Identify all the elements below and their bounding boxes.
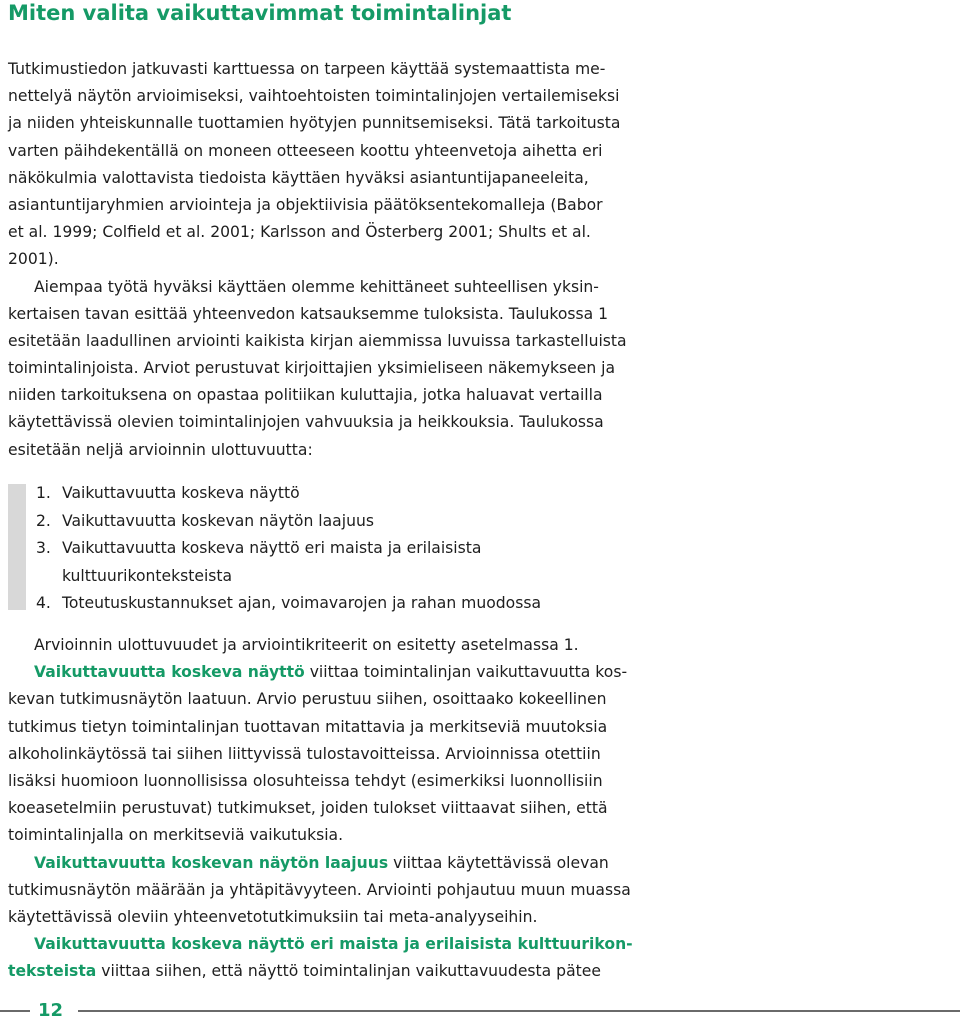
text-line: ja niiden yhteiskunnalle tuottamien hyötyjen punnitsemiseksi. Tätä tarkoitusta	[8, 114, 621, 133]
text-line: asiantuntijaryhmien arviointeja ja objektiivisia päätöksentekomalleja (Babor	[8, 195, 603, 214]
page-heading: Miten valita vaikuttavimmat toimintalinjat	[8, 1, 512, 25]
list-item	[36, 535, 541, 563]
text-line	[8, 659, 638, 686]
text-line: käytettävissä olevien toimintalinjojen vahvuuksia ja heikkouksia. Taulukossa	[8, 413, 604, 432]
text-line: esitetään laadullinen arviointi kaikista kirjan aiemmissa luvuissa tarkastelluista	[8, 331, 627, 350]
text-line	[8, 850, 638, 877]
footer-rule	[0, 1010, 30, 1012]
text-line: nettelyä näytön arvioimiseksi, vaihtoehtoisten toimintalinjojen vertailemiseksi	[8, 87, 620, 106]
text-line: tutkimusnäytön määrään ja yhtäpitävyyteen. Arviointi pohjautuu muun muassa	[8, 880, 631, 899]
text-line: varten päihdekentällä on moneen otteeseen koottu yhteenvetoja aihetta eri	[8, 141, 603, 160]
text-line: käytettävissä oleviin yhteenvetotutkimuksiin tai meta-analyyseihin.	[8, 907, 538, 926]
highlight-term: Vaikuttavuutta koskevan näytön laajuus	[34, 853, 389, 872]
dimensions-list	[36, 480, 541, 618]
page-number: 12	[38, 1000, 64, 1021]
list-item-text: Vaikuttavuutta koskeva näyttö	[62, 484, 300, 502]
text-line: näkökulmia valottavista tiedoista käyttäen hyväksi asiantuntijapaneeleita,	[8, 168, 589, 187]
list-accent-bar	[8, 484, 26, 610]
list-item-text: Vaikuttavuutta koskevan näytön laajuus	[62, 511, 374, 530]
highlight-term: teksteista	[8, 962, 97, 981]
list-item-text: Vaikuttavuutta koskeva näyttö eri maista ja erilaisista	[62, 539, 482, 558]
list-item-text: kulttuurikonteksteista	[62, 566, 233, 585]
text-line: niiden tarkoituksena on opastaa politiikan kuluttajia, jotka haluavat vertailla	[8, 386, 603, 405]
text-line: koeasetelmiin perustuvat) tutkimukset, joiden tulokset viittaavat siihen, että	[8, 799, 608, 818]
text-line: 2001).	[8, 250, 59, 269]
text-line: toimintalinjalla on merkitseviä vaikutuksia.	[8, 826, 344, 845]
text-fragment: viittaa toimintalinjan vaikuttavuutta kos-	[304, 663, 628, 682]
text-line	[8, 958, 638, 985]
text-line: Aiempaa työtä hyväksi käyttäen olemme kehittäneet suhteellisen yksin-	[34, 277, 599, 296]
intro-paragraphs	[8, 56, 638, 464]
footer-rule	[78, 1010, 960, 1012]
text-line: Arvioinnin ulottuvuudet ja arviointikriteerit on esitetty asetelmassa 1.	[34, 636, 579, 654]
text-line: toimintalinjoista. Arviot perustuvat kirjoittajien yksimieliseen näkemykseen ja	[8, 359, 616, 378]
list-number: 1.	[36, 484, 51, 502]
list-item	[36, 508, 541, 536]
list-number: 2.	[36, 511, 51, 530]
list-number: 4.	[36, 594, 51, 613]
text-line: alkoholinkäytössä tai siihen liittyvissä tulostavoitteissa. Arvioinnissa otettiin	[8, 744, 601, 763]
text-fragment: viittaa siihen, että näyttö toimintalinjan vaikuttavuudesta pätee	[96, 962, 601, 981]
text-line: kertaisen tavan esittää yhteenvedon katsauksemme tuloksista. Taulukossa 1	[8, 304, 609, 323]
list-number: 3.	[36, 539, 51, 558]
text-line: tutkimus tietyn toimintalinjan tuottavan mitattavia ja merkitseviä muutoksia	[8, 717, 608, 736]
text-line	[8, 931, 638, 958]
highlight-term: Vaikuttavuutta koskeva näyttö eri maista ja erilaisista kulttuurikon-	[34, 935, 633, 954]
body-paragraphs	[8, 632, 638, 985]
text-line: Tutkimustiedon jatkuvasti karttuessa on tarpeen käyttää systemaattista me-	[8, 60, 606, 78]
text-fragment: viittaa käytettävissä olevan	[388, 853, 609, 872]
text-line: esitetään neljä arvioinnin ulottuvuutta:	[8, 440, 313, 459]
text-line: et al. 1999; Colfield et al. 2001; Karlsson and Österberg 2001; Shults et al.	[8, 223, 591, 242]
text-line: lisäksi huomioon luonnollisissa olosuhteissa tehdyt (esimerkiksi luonnollisiin	[8, 771, 603, 790]
text-line: kevan tutkimusnäytön laatuun. Arvio perustuu siihen, osoittaako kokeellinen	[8, 690, 607, 709]
list-item-continuation	[36, 563, 541, 591]
highlight-term: Vaikuttavuutta koskeva näyttö	[34, 663, 305, 682]
list-item-text: Toteutuskustannukset ajan, voimavarojen ja rahan muodossa	[62, 594, 542, 613]
list-item	[36, 480, 541, 508]
list-item	[36, 590, 541, 618]
